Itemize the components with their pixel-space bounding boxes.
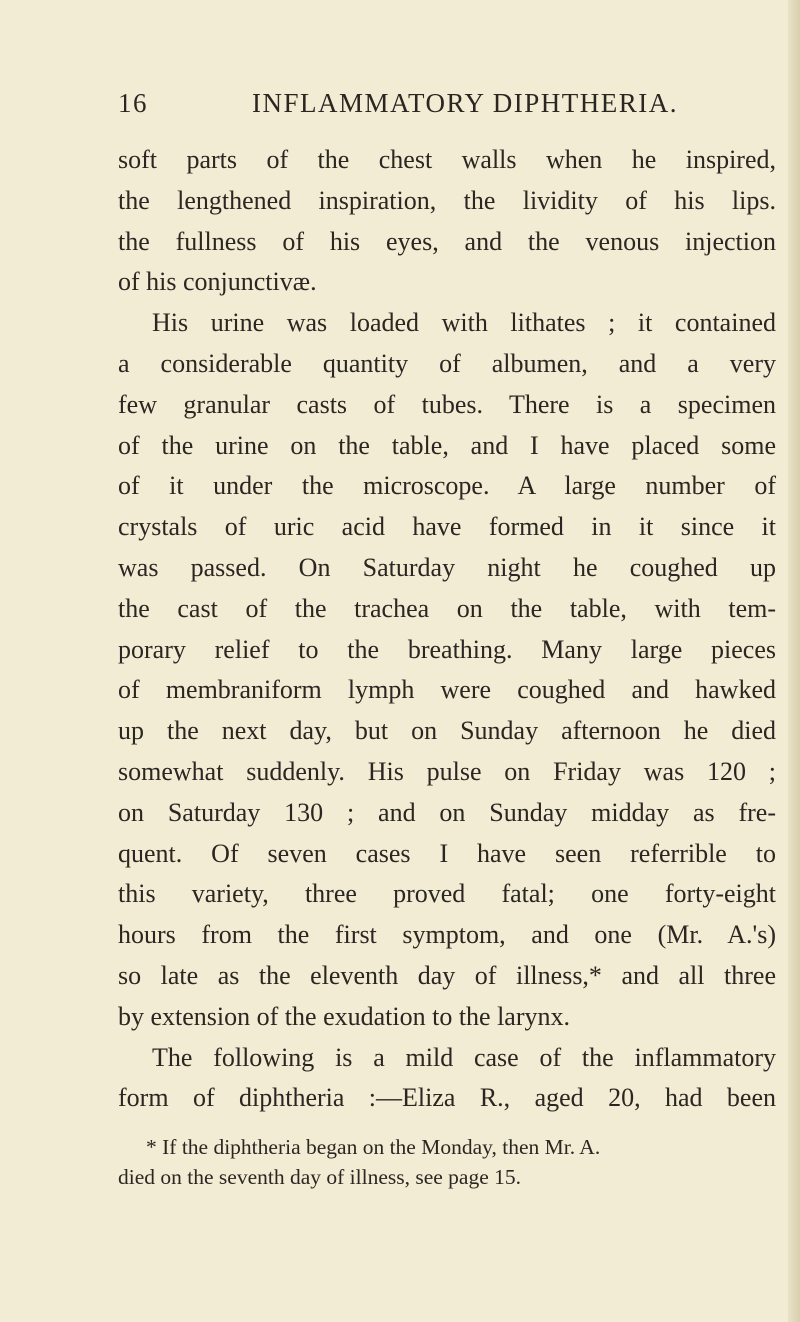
text-line: hours from the first symptom, and one (Mr. A.'s): [118, 920, 776, 950]
text-line: of it under the microscope. A large number of: [118, 471, 776, 501]
text-line: His urine was loaded with lithates ; it contained: [152, 308, 776, 338]
text-line: the fullness of his eyes, and the venous injection: [118, 226, 776, 256]
text-line: porary relief to the breathing. Many large pieces: [118, 634, 776, 664]
text-line: the cast of the trachea on the table, with tem-: [118, 593, 776, 623]
text-line: was passed. On Saturday night he coughed up: [118, 552, 776, 582]
page-number: 16: [118, 88, 148, 118]
text-line: of his conjunctivæ.: [118, 267, 317, 297]
text-line: this variety, three proved fatal; one forty-eight: [118, 879, 776, 909]
page-edge: [788, 0, 800, 1322]
text-line: form of diphtheria :—Eliza R., aged 20, had been: [118, 1083, 776, 1113]
text-line: of membraniform lymph were coughed and hawked: [118, 675, 776, 705]
text-line: somewhat suddenly. His pulse on Friday was 120 ;: [118, 756, 776, 786]
text-line: on Saturday 130 ; and on Sunday midday as fre-: [118, 797, 776, 827]
running-head: [118, 88, 738, 128]
text-line: of the urine on the table, and I have placed some: [118, 430, 776, 460]
footnote: [118, 1132, 778, 1192]
text-line: few granular casts of tubes. There is a specimen: [118, 389, 776, 419]
text-line: up the next day, but on Sunday afternoon he died: [118, 716, 776, 746]
footnote-line: died on the seventh day of illness, see page 15.: [118, 1165, 522, 1189]
text-line: crystals of uric acid have formed in it since it: [118, 512, 776, 542]
text-line: by extension of the exudation to the larynx.: [118, 1001, 571, 1031]
running-title: INFLAMMATORY DIPHTHERIA.: [252, 88, 679, 118]
text-line: soft parts of the chest walls when he inspired,: [118, 145, 776, 174]
body-text: [118, 140, 776, 1119]
text-line: quent. Of seven cases I have seen referrible to: [118, 838, 776, 868]
text-line: so late as the eleventh day of illness,* and all three: [118, 960, 776, 990]
text-line: a considerable quantity of albumen, and a very: [118, 348, 776, 378]
text-line: The following is a mild case of the inflammatory: [152, 1042, 776, 1072]
text-line: the lengthened inspiration, the lividity of his lips.: [118, 185, 776, 215]
footnote-line: * If the diphtheria began on the Monday, then Mr. A.: [146, 1135, 601, 1159]
